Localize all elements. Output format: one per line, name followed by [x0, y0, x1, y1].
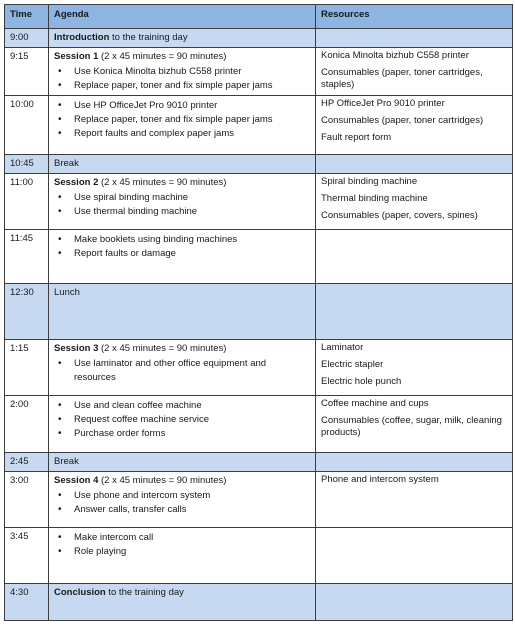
schedule-row: [5, 284, 513, 340]
agenda-bullet-item: • Use HP OfficeJet Pro 9010 printer: [74, 99, 310, 113]
resource-item: Phone and intercom system: [321, 474, 439, 485]
resource-item: Consumables (paper, covers, spines): [321, 210, 478, 221]
schedule-row: [5, 29, 513, 48]
schedule-row: [5, 584, 513, 621]
header-row: [5, 5, 513, 29]
agenda-bullet-list: [54, 489, 310, 517]
agenda-heading-text: Break: [54, 158, 79, 169]
time-cell: 2:45: [5, 453, 49, 472]
time-cell: 12:30: [5, 284, 49, 340]
agenda-heading: [54, 176, 310, 190]
agenda-heading-text: to the training day: [105, 587, 184, 598]
agenda-bullet-item: • Replace paper, toner and fix simple paper jams: [74, 113, 310, 127]
agenda-heading-text: (2 x 45 minutes = 90 minutes): [98, 343, 227, 354]
agenda-bullet-list: [54, 65, 310, 93]
schedule-row: [5, 340, 513, 396]
agenda-bullet-item: • Purchase order forms: [74, 427, 310, 441]
agenda-heading-bold: Session 1: [54, 51, 99, 62]
schedule-row: [5, 48, 513, 96]
resource-item: Thermal binding machine: [321, 193, 428, 204]
schedule-row: [5, 155, 513, 174]
agenda-heading-text: (2 x 45 minutes = 90 minutes): [98, 475, 227, 486]
agenda-heading: [54, 31, 310, 45]
agenda-bullet-item: • Request coffee machine service: [74, 413, 310, 427]
agenda-heading-bold: Session 2: [54, 177, 99, 188]
resources-cell: [316, 584, 513, 621]
header-agenda: Agenda: [49, 5, 316, 29]
agenda-bullet-item: • Use spiral binding machine: [74, 191, 310, 205]
agenda-heading: [54, 474, 310, 488]
time-cell: 2:00: [5, 396, 49, 453]
resource-item: Consumables (paper, toner cartridges, staples): [321, 67, 483, 90]
resources-cell: [316, 48, 513, 96]
agenda-bullet-item: • Answer calls, transfer calls: [74, 503, 310, 517]
agenda-bullet-item: • Report faults or damage: [74, 247, 310, 261]
agenda-cell: [49, 340, 316, 396]
resource-item: Consumables (coffee, sugar, milk, cleaning products): [321, 415, 502, 438]
resources-cell: [316, 29, 513, 48]
agenda-bullet-item: • Use thermal binding machine: [74, 205, 310, 219]
agenda-bullet-list: [54, 99, 310, 141]
resources-cell: [316, 230, 513, 284]
agenda-heading-bold: Session 3: [54, 343, 99, 354]
agenda-bullet-item: • Make booklets using binding machines: [74, 233, 310, 247]
resources-cell: [316, 284, 513, 340]
agenda-bullet-item: • Use phone and intercom system: [74, 489, 310, 503]
agenda-heading-text: to the training day: [109, 32, 188, 43]
time-cell: 10:45: [5, 155, 49, 174]
time-cell: 1:15: [5, 340, 49, 396]
agenda-heading: [54, 455, 310, 469]
agenda-bullet-list: [54, 399, 310, 441]
time-cell: 11:00: [5, 174, 49, 230]
resource-item: Fault report form: [321, 132, 392, 143]
agenda-heading-text: Lunch: [54, 287, 80, 298]
resources-cell: [316, 155, 513, 174]
agenda-bullet-item: • Use laminator and other office equipment and resources: [74, 357, 310, 385]
agenda-bullet-list: [54, 191, 310, 219]
schedule-row: [5, 96, 513, 155]
resources-cell: [316, 472, 513, 528]
time-cell: 4:30: [5, 584, 49, 621]
schedule-row: [5, 472, 513, 528]
agenda-cell: [49, 174, 316, 230]
resource-item: Electric hole punch: [321, 376, 402, 387]
agenda-cell: [49, 584, 316, 621]
agenda-cell: [49, 29, 316, 48]
resources-cell: [316, 340, 513, 396]
resources-cell: [316, 453, 513, 472]
time-cell: 10:00: [5, 96, 49, 155]
time-cell: 3:00: [5, 472, 49, 528]
agenda-heading: [54, 342, 310, 356]
header-time: Time: [5, 5, 49, 29]
training-schedule-table: [4, 4, 513, 621]
resource-item: Electric stapler: [321, 359, 384, 370]
resources-cell: [316, 96, 513, 155]
agenda-bullet-item: • Use Konica Minolta bizhub C558 printer: [74, 65, 310, 79]
agenda-cell: [49, 155, 316, 174]
agenda-cell: [49, 472, 316, 528]
time-cell: 9:00: [5, 29, 49, 48]
agenda-cell: [49, 528, 316, 584]
agenda-heading: [54, 50, 310, 64]
agenda-bullet-list: [54, 233, 310, 261]
time-cell: 11:45: [5, 230, 49, 284]
resource-item: Consumables (paper, toner cartridges): [321, 115, 484, 126]
agenda-bullet-item: • Report faults and complex paper jams: [74, 127, 310, 141]
schedule-row: [5, 230, 513, 284]
agenda-cell: [49, 230, 316, 284]
agenda-heading-bold: Introduction: [54, 32, 110, 43]
agenda-cell: [49, 284, 316, 340]
resource-item: Laminator: [321, 342, 364, 353]
resources-cell: [316, 528, 513, 584]
agenda-heading: [54, 286, 310, 300]
schedule-row: [5, 396, 513, 453]
agenda-bullet-list: [54, 531, 310, 559]
agenda-heading: [54, 157, 310, 171]
schedule-row: [5, 453, 513, 472]
schedule-body: [5, 29, 513, 621]
time-cell: 3:45: [5, 528, 49, 584]
agenda-heading-text: Break: [54, 456, 79, 467]
resource-item: Spiral binding machine: [321, 176, 418, 187]
agenda-bullet-item: • Use and clean coffee machine: [74, 399, 310, 413]
agenda-cell: [49, 48, 316, 96]
schedule-row: [5, 528, 513, 584]
resource-item: HP OfficeJet Pro 9010 printer: [321, 98, 445, 109]
agenda-cell: [49, 453, 316, 472]
resources-cell: [316, 174, 513, 230]
time-cell: 9:15: [5, 48, 49, 96]
resources-cell: [316, 396, 513, 453]
agenda-cell: [49, 396, 316, 453]
agenda-bullet-item: • Role playing: [74, 545, 310, 559]
agenda-heading: [54, 586, 310, 600]
resource-item: Coffee machine and cups: [321, 398, 429, 409]
agenda-heading-bold: Conclusion: [54, 587, 106, 598]
header-resources: Resources: [316, 5, 513, 29]
agenda-heading-bold: Session 4: [54, 475, 99, 486]
schedule-row: [5, 174, 513, 230]
agenda-heading-text: (2 x 45 minutes = 90 minutes): [98, 177, 227, 188]
agenda-bullet-item: • Replace paper, toner and fix simple paper jams: [74, 79, 310, 93]
agenda-bullet-item: • Make intercom call: [74, 531, 310, 545]
resource-item: Konica Minolta bizhub C558 printer: [321, 50, 469, 61]
agenda-bullet-list: [54, 357, 310, 385]
agenda-heading-text: (2 x 45 minutes = 90 minutes): [98, 51, 227, 62]
agenda-cell: [49, 96, 316, 155]
